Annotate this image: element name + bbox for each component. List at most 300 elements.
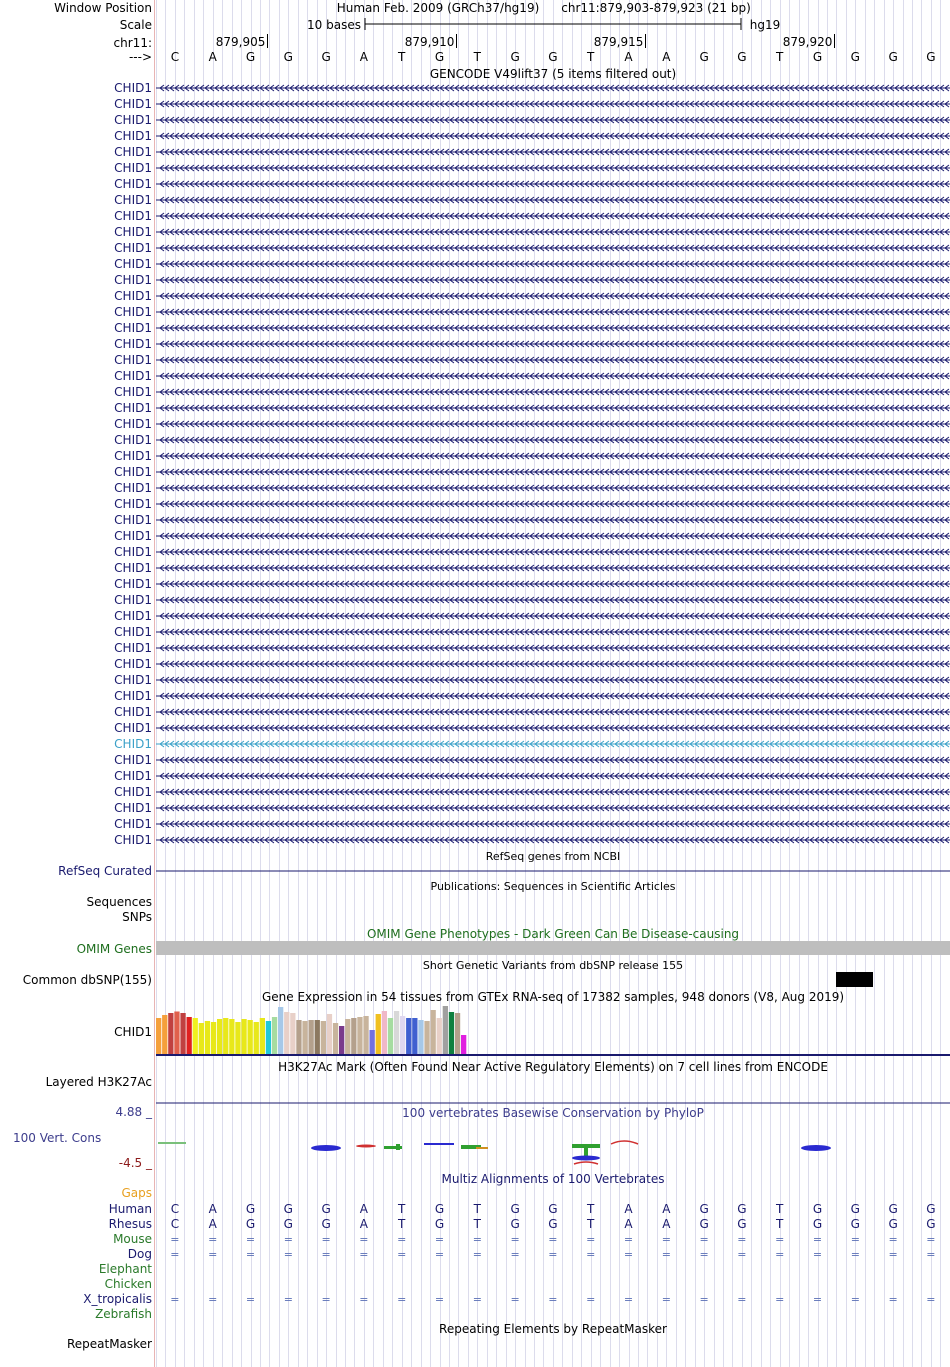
multiz-base: G (699, 1202, 709, 1216)
gtex-tissue-bar[interactable] (376, 1014, 381, 1054)
gtex-tissue-bar[interactable] (418, 1020, 423, 1054)
multiz-match: = (812, 1233, 823, 1246)
gencode-transcript-label[interactable]: CHID1 (114, 369, 152, 383)
multiz-base: G (548, 1217, 558, 1231)
multiz-track-title: Multiz Alignments of 100 Vertebrates (441, 1172, 665, 1186)
conservation-min-label: -4.5 _ (118, 1156, 152, 1170)
gencode-transcript-line[interactable] (156, 419, 950, 429)
gtex-tissue-bar[interactable] (296, 1020, 301, 1054)
gencode-transcript-label[interactable]: CHID1 (114, 97, 152, 111)
sequence-base: G (510, 50, 520, 64)
gencode-transcript-line[interactable] (156, 451, 950, 461)
gencode-transcript-label[interactable]: CHID1 (114, 641, 152, 655)
multiz-match: = (510, 1248, 520, 1261)
gencode-transcript-label[interactable]: CHID1 (114, 321, 152, 335)
gencode-transcript-line[interactable] (156, 467, 950, 477)
multiz-match: = (812, 1248, 823, 1261)
gencode-transcript-label[interactable]: CHID1 (114, 545, 152, 559)
multiz-match: = (397, 1233, 407, 1246)
multiz-match: = (510, 1233, 520, 1246)
gtex-tissue-bar[interactable] (333, 1023, 338, 1054)
multiz-base: G (850, 1217, 860, 1231)
multiz-match: = (699, 1233, 709, 1246)
multiz-match: = (623, 1293, 634, 1306)
multiz-match: = (737, 1248, 747, 1261)
multiz-base: T (587, 1217, 595, 1231)
gencode-transcript-line[interactable] (156, 339, 950, 349)
multiz-base: G (245, 1202, 256, 1216)
multiz-match: = (245, 1233, 256, 1246)
gencode-transcript-line[interactable] (156, 755, 950, 765)
ruler-tick-mark (645, 34, 646, 48)
multiz-species-label[interactable]: Human (108, 1202, 152, 1216)
gencode-transcript-label[interactable]: CHID1 (114, 705, 152, 719)
multiz-base: T (398, 1202, 406, 1216)
gencode-transcript-line[interactable] (156, 691, 950, 701)
multiz-species-label[interactable]: Mouse (113, 1232, 152, 1246)
refseq-track-label[interactable]: RefSeq Curated (58, 864, 152, 878)
gencode-transcript-line[interactable] (156, 499, 950, 509)
multiz-base: G (321, 1217, 331, 1231)
gtex-tissue-bar[interactable] (223, 1018, 228, 1054)
multiz-match: = (623, 1248, 634, 1261)
multiz-match: = (397, 1293, 407, 1306)
gtex-tissue-bar[interactable] (229, 1019, 234, 1054)
dbsnp-track-label[interactable]: Common dbSNP(155) (22, 973, 152, 987)
gencode-transcript-line[interactable] (156, 659, 950, 669)
gtex-track-label[interactable]: CHID1 (114, 1025, 152, 1039)
gtex-tissue-bar[interactable] (339, 1026, 344, 1054)
gencode-transcript-line[interactable] (156, 275, 950, 285)
gencode-transcript-label[interactable]: CHID1 (114, 497, 152, 511)
gtex-tissue-bar[interactable] (370, 1030, 375, 1054)
gtex-tissue-bar[interactable] (363, 1016, 368, 1054)
gencode-transcript-label[interactable]: CHID1 (114, 657, 152, 671)
gtex-tissue-bar[interactable] (199, 1023, 204, 1054)
gencode-transcript-line[interactable] (156, 819, 950, 829)
gencode-transcript-line[interactable] (156, 579, 950, 589)
scale-label: Scale (119, 18, 152, 32)
multiz-match: = (510, 1293, 520, 1306)
gtex-tissue-bar[interactable] (351, 1018, 356, 1054)
multiz-match: = (434, 1248, 445, 1261)
gencode-transcript-label[interactable]: CHID1 (114, 257, 152, 271)
multiz-match: = (359, 1233, 369, 1246)
multiz-match: = (775, 1293, 785, 1306)
gencode-transcript-label[interactable]: CHID1 (114, 193, 152, 207)
multiz-match: = (586, 1248, 596, 1261)
multiz-base: G (548, 1202, 558, 1216)
ruler-tick-label: 879,915 (593, 35, 644, 49)
conservation-logo[interactable] (156, 1136, 950, 1170)
gtex-tissue-bar[interactable] (302, 1021, 307, 1054)
conservation-track-label[interactable]: 100 Vert. Cons (13, 1131, 102, 1145)
multiz-match: = (548, 1233, 558, 1246)
gencode-transcript-line[interactable] (156, 803, 950, 813)
gtex-tissue-bar[interactable] (260, 1018, 265, 1054)
gencode-transcript-line[interactable] (156, 259, 950, 269)
gencode-transcript-line[interactable] (156, 131, 950, 141)
multiz-species-label[interactable]: Chicken (104, 1277, 152, 1291)
multiz-base: T (587, 1202, 595, 1216)
gencode-transcript-line[interactable] (156, 771, 950, 781)
gtex-tissue-bar[interactable] (327, 1014, 332, 1054)
multiz-match: = (775, 1233, 785, 1246)
gencode-transcript-line[interactable] (156, 307, 950, 317)
gencode-transcript-label[interactable]: CHID1 (114, 577, 152, 591)
gtex-tissue-bar[interactable] (290, 1013, 295, 1054)
multiz-base: G (737, 1217, 747, 1231)
gencode-transcript-line[interactable] (156, 211, 950, 221)
gencode-track-title: GENCODE V49lift37 (5 items filtered out) (429, 67, 677, 81)
gtex-tissue-bar[interactable] (278, 1007, 283, 1054)
multiz-base: G (926, 1202, 936, 1216)
gencode-transcript-line[interactable] (156, 227, 950, 237)
publications-label-snps[interactable]: SNPs (122, 910, 152, 924)
multiz-base: A (662, 1217, 671, 1231)
multiz-base: C (170, 1202, 180, 1216)
gencode-transcript-line[interactable] (156, 83, 950, 93)
gencode-transcript-line[interactable] (156, 835, 950, 845)
multiz-match: = (472, 1293, 482, 1306)
gencode-transcript-line[interactable] (156, 483, 950, 493)
gencode-transcript-label[interactable]: CHID1 (114, 337, 152, 351)
gencode-transcript-label[interactable]: CHID1 (114, 161, 152, 175)
multiz-base: G (812, 1217, 823, 1231)
multiz-match: = (926, 1248, 936, 1261)
gencode-transcript-label[interactable]: CHID1 (114, 481, 152, 495)
gencode-transcript-line[interactable] (156, 99, 950, 109)
sequence-base: T (776, 50, 784, 64)
gtex-tissue-bar[interactable] (168, 1013, 173, 1054)
multiz-match: = (661, 1293, 671, 1306)
gencode-transcript-label[interactable]: CHID1 (114, 353, 152, 367)
multiz-match: = (283, 1293, 293, 1306)
refseq-gene-line[interactable] (156, 870, 950, 872)
gencode-transcript-label[interactable]: CHID1 (114, 81, 152, 95)
gtex-tissue-bar[interactable] (309, 1020, 314, 1054)
multiz-match: = (245, 1293, 256, 1306)
gtex-tissue-bar[interactable] (400, 1016, 405, 1054)
gencode-transcript-line[interactable] (156, 675, 950, 685)
gencode-transcript-line[interactable] (156, 323, 950, 333)
multiz-base: G (737, 1202, 747, 1216)
gencode-transcript-label[interactable]: CHID1 (114, 673, 152, 687)
gtex-tissue-bar[interactable] (461, 1035, 466, 1054)
gencode-transcript-line[interactable] (156, 563, 950, 573)
gtex-tissue-bar[interactable] (455, 1013, 460, 1054)
gencode-transcript-line[interactable] (156, 435, 950, 445)
gencode-transcript-label[interactable]: CHID1 (114, 721, 152, 735)
db-label: hg19 (749, 18, 781, 32)
gtex-tissue-bar[interactable] (437, 1018, 442, 1054)
gtex-tissue-bar[interactable] (406, 1018, 411, 1054)
gtex-tissue-bar[interactable] (388, 1018, 393, 1054)
multiz-base: G (699, 1217, 709, 1231)
multiz-match: = (397, 1248, 407, 1261)
multiz-match: = (737, 1233, 747, 1246)
multiz-match: = (888, 1248, 898, 1261)
gtex-tissue-bar[interactable] (266, 1021, 271, 1054)
gtex-tissue-bar[interactable] (357, 1017, 362, 1054)
gencode-transcript-line[interactable] (156, 611, 950, 621)
gencode-transcript-line[interactable] (156, 163, 950, 173)
ruler-tick-mark (456, 34, 457, 48)
gencode-transcript-line[interactable] (156, 595, 950, 605)
gtex-tissue-bar[interactable] (443, 1006, 448, 1054)
multiz-base: G (321, 1202, 331, 1216)
gencode-transcript-label[interactable]: CHID1 (114, 401, 152, 415)
gencode-transcript-line[interactable] (156, 403, 950, 413)
multiz-base: G (888, 1202, 898, 1216)
multiz-match: = (359, 1248, 369, 1261)
multiz-match: = (812, 1293, 823, 1306)
multiz-match: = (208, 1233, 218, 1246)
multiz-match: = (548, 1293, 558, 1306)
dbsnp-track-title: Short Genetic Variants from dbSNP release 155 (422, 959, 684, 972)
multiz-base: G (434, 1217, 445, 1231)
label-divider (154, 0, 155, 1367)
ruler-tick-label: 879,920 (782, 35, 833, 49)
multiz-base: A (208, 1217, 217, 1231)
gtex-tissue-bar[interactable] (394, 1011, 399, 1054)
ruler-tick-label: 879,905 (215, 35, 266, 49)
multiz-species-label[interactable]: X_tropicalis (83, 1292, 152, 1306)
gencode-transcript-label[interactable]: CHID1 (114, 801, 152, 815)
gtex-tissue-bar[interactable] (205, 1021, 210, 1054)
multiz-match: = (926, 1233, 936, 1246)
multiz-match: = (548, 1248, 558, 1261)
multiz-base: T (473, 1217, 481, 1231)
sequence-base: A (624, 50, 633, 64)
gtex-tissue-bar[interactable] (412, 1018, 417, 1054)
gtex-tissue-bar[interactable] (272, 1017, 277, 1054)
multiz-species-label[interactable]: Elephant (98, 1262, 152, 1276)
multiz-base: G (888, 1217, 898, 1231)
sequence-base: G (812, 50, 823, 64)
gencode-transcript-label[interactable]: CHID1 (114, 689, 152, 703)
gencode-transcript-label[interactable]: CHID1 (114, 833, 152, 847)
omim-track-title: OMIM Gene Phenotypes - Dark Green Can Be Disease-causing (366, 927, 740, 941)
multiz-base: T (776, 1202, 784, 1216)
conservation-track-title: 100 vertebrates Basewise Conservation by PhyloP (402, 1106, 704, 1120)
gencode-transcript-label[interactable]: CHID1 (114, 561, 152, 575)
repeatmasker-track-title: Repeating Elements by RepeatMasker (439, 1322, 667, 1336)
gencode-transcript-line[interactable] (156, 355, 950, 365)
gtex-tissue-bar[interactable] (345, 1019, 350, 1054)
gencode-transcript-line[interactable] (156, 291, 950, 301)
gencode-transcript-line[interactable] (156, 627, 950, 637)
gtex-tissue-bar[interactable] (315, 1020, 320, 1054)
gencode-transcript-label[interactable]: CHID1 (114, 273, 152, 287)
gencode-transcript-line[interactable] (156, 707, 950, 717)
multiz-base: G (283, 1202, 293, 1216)
gencode-transcript-line[interactable] (156, 531, 950, 541)
h3k27ac-track-title: H3K27Ac Mark (Often Found Near Active Regulatory Elements) on 7 cell lines from ENCODE (278, 1060, 828, 1074)
gencode-transcript-line[interactable] (156, 243, 950, 253)
gtex-tissue-bar[interactable] (193, 1018, 198, 1054)
gtex-tissue-bar[interactable] (248, 1020, 253, 1054)
gencode-transcript-label[interactable]: CHID1 (114, 817, 152, 831)
gencode-transcript-label[interactable]: CHID1 (114, 145, 152, 159)
sequence-base: G (245, 50, 256, 64)
gencode-transcript-label[interactable]: CHID1 (114, 593, 152, 607)
multiz-base: A (359, 1217, 368, 1231)
multiz-match: = (170, 1248, 180, 1261)
gencode-transcript-label[interactable]: CHID1 (114, 625, 152, 639)
repeatmasker-track-label[interactable]: RepeatMasker (66, 1337, 152, 1351)
multiz-match: = (926, 1293, 936, 1306)
refseq-track-title: RefSeq genes from NCBI (485, 850, 621, 863)
gtex-track-title: Gene Expression in 54 tissues from GTEx RNA-seq of 17382 samples, 948 donors (V8, Aug 2019) (261, 990, 845, 1004)
strand-label: ---> (128, 50, 152, 64)
gencode-transcript-label[interactable]: CHID1 (114, 529, 152, 543)
gtex-tissue-bar[interactable] (241, 1019, 246, 1054)
gencode-transcript-line[interactable] (156, 739, 950, 749)
multiz-match: = (208, 1293, 218, 1306)
multiz-match: = (472, 1248, 482, 1261)
publications-track-title: Publications: Sequences in Scientific Articles (430, 880, 676, 893)
omim-feature-bar[interactable] (156, 941, 950, 955)
sequence-base: T (473, 50, 481, 64)
gtex-tissue-bar[interactable] (187, 1017, 192, 1054)
gtex-tissue-bar[interactable] (382, 1011, 387, 1054)
ruler-tick-label: 879,910 (404, 35, 455, 49)
gencode-transcript-label[interactable]: CHID1 (114, 737, 152, 751)
multiz-species-label[interactable]: Zebrafish (95, 1307, 152, 1321)
gencode-transcript-label[interactable]: CHID1 (114, 753, 152, 767)
gtex-bar-chart[interactable] (156, 1004, 536, 1054)
gencode-transcript-line[interactable] (156, 547, 950, 557)
multiz-base: G (283, 1217, 293, 1231)
multiz-match: = (208, 1248, 218, 1261)
gencode-transcript-line[interactable] (156, 787, 950, 797)
multiz-match: = (623, 1233, 634, 1246)
multiz-base: G (926, 1217, 936, 1231)
multiz-match: = (699, 1248, 709, 1261)
gencode-transcript-line[interactable] (156, 643, 950, 653)
multiz-base: A (208, 1202, 217, 1216)
multiz-match: = (434, 1293, 445, 1306)
gencode-transcript-line[interactable] (156, 387, 950, 397)
gencode-transcript-line[interactable] (156, 147, 950, 157)
publications-label-sequences[interactable]: Sequences (86, 895, 152, 909)
gtex-tissue-bar[interactable] (431, 1010, 436, 1054)
multiz-match: = (245, 1248, 256, 1261)
multiz-match: = (283, 1233, 293, 1246)
sequence-base: G (926, 50, 936, 64)
sequence-base: G (283, 50, 293, 64)
gencode-transcript-label[interactable]: CHID1 (114, 513, 152, 527)
multiz-match: = (850, 1248, 860, 1261)
gtex-tissue-bar[interactable] (449, 1012, 454, 1054)
gtex-tissue-bar[interactable] (174, 1012, 179, 1055)
scale-bar (0, 0, 950, 40)
multiz-match: = (661, 1233, 671, 1246)
multiz-match: = (321, 1248, 331, 1261)
multiz-base: G (510, 1217, 520, 1231)
gtex-tissue-bar[interactable] (321, 1021, 326, 1054)
gencode-transcript-label[interactable]: CHID1 (114, 209, 152, 223)
gtex-tissue-bar[interactable] (254, 1022, 259, 1054)
sequence-base: G (737, 50, 747, 64)
gencode-transcript-line[interactable] (156, 723, 950, 733)
gencode-transcript-line[interactable] (156, 195, 950, 205)
ruler-tick-mark (834, 34, 835, 48)
multiz-match: = (170, 1233, 180, 1246)
h3k27ac-baseline (156, 1102, 950, 1105)
sequence-base: G (548, 50, 558, 64)
multiz-base: G (510, 1202, 520, 1216)
multiz-match: = (888, 1233, 898, 1246)
multiz-base: T (398, 1217, 406, 1231)
multiz-match: = (850, 1233, 860, 1246)
gencode-transcript-label[interactable]: CHID1 (114, 769, 152, 783)
gencode-transcript-label[interactable]: CHID1 (114, 449, 152, 463)
gencode-transcript-label[interactable]: CHID1 (114, 113, 152, 127)
gencode-transcript-line[interactable] (156, 179, 950, 189)
gencode-transcript-label[interactable]: CHID1 (114, 289, 152, 303)
gtex-tissue-bar[interactable] (156, 1018, 161, 1054)
multiz-base: G (850, 1202, 860, 1216)
gencode-transcript-label[interactable]: CHID1 (114, 785, 152, 799)
sequence-base: A (359, 50, 368, 64)
multiz-match: = (775, 1248, 785, 1261)
gencode-transcript-label[interactable]: CHID1 (114, 609, 152, 623)
gencode-transcript-label[interactable]: CHID1 (114, 129, 152, 143)
gtex-tissue-bar[interactable] (217, 1019, 222, 1054)
gtex-tissue-bar[interactable] (284, 1012, 289, 1054)
gtex-tissue-bar[interactable] (211, 1022, 216, 1054)
sequence-base: T (587, 50, 595, 64)
gencode-transcript-label[interactable]: CHID1 (114, 225, 152, 239)
omim-track-label[interactable]: OMIM Genes (76, 942, 152, 956)
gencode-transcript-line[interactable] (156, 515, 950, 525)
gtex-tissue-bar[interactable] (180, 1013, 185, 1054)
window-position-label: Window Position (54, 1, 152, 15)
gtex-tissue-bar[interactable] (162, 1015, 167, 1054)
gencode-transcript-label[interactable]: CHID1 (114, 305, 152, 319)
multiz-base: C (170, 1217, 180, 1231)
gencode-transcript-label[interactable]: CHID1 (114, 417, 152, 431)
multiz-species-label[interactable]: Dog (127, 1247, 152, 1261)
multiz-match: = (472, 1233, 482, 1246)
gencode-transcript-label[interactable]: CHID1 (114, 433, 152, 447)
gencode-transcript-label[interactable]: CHID1 (114, 385, 152, 399)
h3k27ac-track-label[interactable]: Layered H3K27Ac (45, 1075, 152, 1089)
scale-bar-text: 10 bases (307, 18, 361, 32)
gtex-tissue-bar[interactable] (235, 1022, 240, 1054)
gencode-transcript-label[interactable]: CHID1 (114, 465, 152, 479)
multiz-base: G (812, 1202, 823, 1216)
multiz-match: = (699, 1293, 709, 1306)
multiz-match: = (850, 1293, 860, 1306)
multiz-gaps-label: Gaps (121, 1186, 152, 1200)
gtex-tissue-bar[interactable] (424, 1021, 429, 1054)
dbsnp-variant[interactable] (836, 972, 873, 987)
sequence-base: G (699, 50, 709, 64)
sequence-base: G (850, 50, 860, 64)
gencode-transcript-label[interactable]: CHID1 (114, 177, 152, 191)
window-position-value[interactable]: chr11:879,903-879,923 (21 bp) (561, 1, 751, 15)
multiz-match: = (321, 1233, 331, 1246)
gencode-transcript-line[interactable] (156, 115, 950, 125)
gencode-transcript-line[interactable] (156, 371, 950, 381)
gencode-transcript-label[interactable]: CHID1 (114, 241, 152, 255)
multiz-base: A (662, 1202, 671, 1216)
multiz-base: T (473, 1202, 481, 1216)
multiz-species-label[interactable]: Rhesus (108, 1217, 152, 1231)
